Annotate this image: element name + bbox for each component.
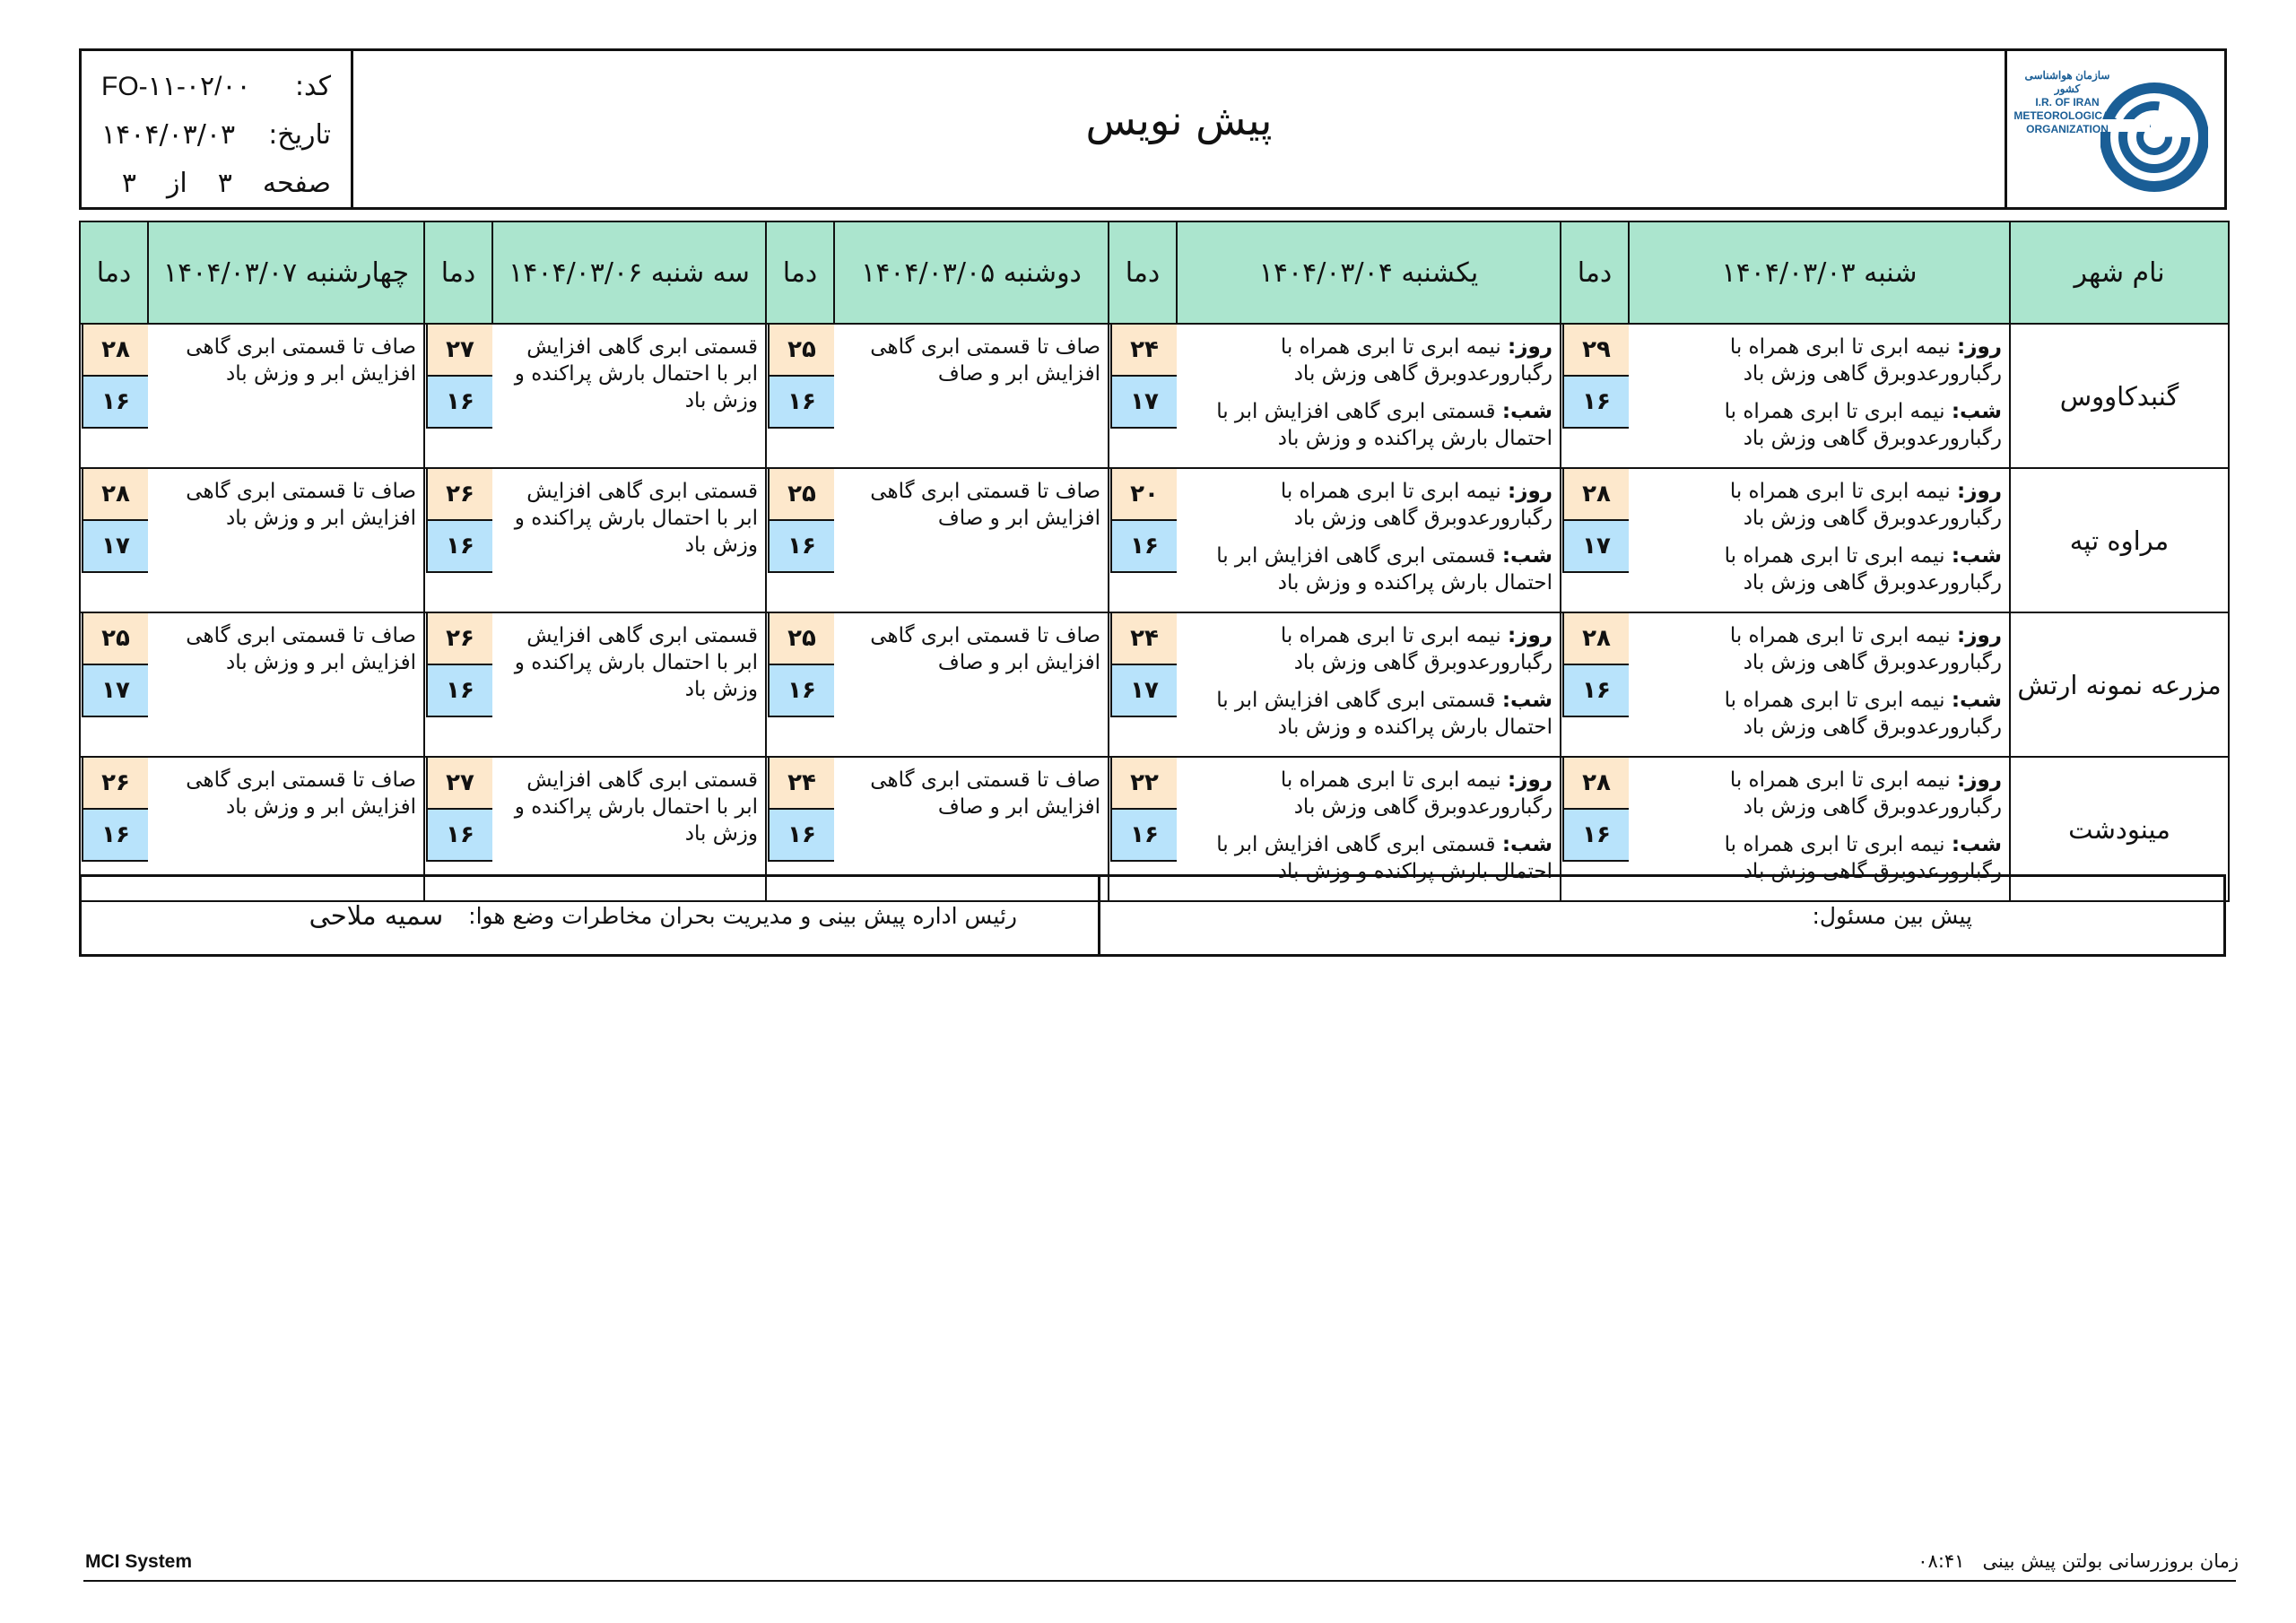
- signature-box: [79, 874, 2226, 957]
- day-forecast-text: نیمه ابری تا ابری همراه با رگبارورعدوبرق گاهی وزش باد: [1280, 624, 1552, 674]
- day-forecast-text: نیمه ابری تا ابری همراه با رگبارورعدوبرق گاهی وزش باد: [1280, 768, 1552, 819]
- logo-line-fa: سازمان هواشناسی کشور: [2024, 69, 2110, 95]
- min-temperature: ۱۶: [1562, 665, 1629, 717]
- forecast-description-day-2: [1177, 612, 1561, 757]
- document-header: [79, 48, 2227, 210]
- temperature-cell-day-5: [80, 324, 148, 468]
- day-forecast: [1184, 622, 1552, 676]
- page-total: ۳: [121, 167, 136, 199]
- forecast-description-day-5: [148, 612, 424, 757]
- max-temperature: ۲۷: [426, 758, 492, 810]
- max-temperature: ۲۸: [1562, 469, 1629, 521]
- code-label: کد:: [294, 70, 331, 102]
- forecast-description-day-1: [1629, 612, 2010, 757]
- meteorological-organization-logo-icon: [2100, 65, 2208, 200]
- forecast-text: صاف تا قسمتی ابری گاهی افزایش ابر و صاف: [870, 624, 1100, 674]
- title-cell: [351, 51, 2005, 207]
- day-label: روز:: [1508, 335, 1552, 359]
- table-row: [80, 324, 2229, 468]
- day-label: روز:: [1508, 480, 1552, 503]
- min-temperature: ۱۷: [82, 665, 148, 717]
- night-forecast-text: قسمتی ابری گاهی افزایش ابر با احتمال بارش پراکنده و وزش باد: [1216, 400, 1552, 450]
- temp-header-4: دما: [424, 221, 492, 324]
- min-temperature: ۱۶: [426, 810, 492, 862]
- temperature-cell-day-4: [424, 324, 492, 468]
- max-temperature: ۲۶: [426, 613, 492, 665]
- max-temperature: ۲۵: [82, 613, 148, 665]
- day-forecast: [1184, 334, 1552, 387]
- day-header-3: دوشنبه ۱۴۰۴/۰۳/۰۵: [834, 221, 1109, 324]
- city-column-header: نام شهر: [2010, 221, 2229, 324]
- night-forecast-text: نیمه ابری تا ابری همراه با رگبارورعدوبرق گاهی وزش باد: [1724, 544, 2002, 595]
- min-temperature: ۱۶: [82, 377, 148, 429]
- footer-divider: [83, 1580, 2236, 1582]
- day-forecast: [1184, 767, 1552, 820]
- min-temperature: ۱۶: [768, 377, 834, 429]
- max-temperature: ۲۵: [768, 613, 834, 665]
- temperature-cell-day-1: [1561, 468, 1629, 612]
- min-temperature: ۱۶: [768, 665, 834, 717]
- forecast-text: صاف تا قسمتی ابری گاهی افزایش ابر و صاف: [870, 480, 1100, 530]
- max-temperature: ۲۸: [1562, 613, 1629, 665]
- night-forecast: [1184, 542, 1552, 596]
- page-number: ۳: [217, 167, 232, 199]
- day-label: روز:: [1957, 335, 2002, 359]
- page-of: از: [166, 167, 187, 199]
- logo-text: [2013, 69, 2117, 136]
- night-label: شب:: [1501, 689, 1552, 712]
- forecast-description-day-3: [834, 324, 1109, 468]
- night-label: شب:: [1951, 833, 2002, 856]
- update-info: [1918, 1550, 2239, 1572]
- temperature-cell-day-3: [766, 612, 834, 757]
- update-time: ۰۸:۴۱: [1918, 1550, 1965, 1572]
- page-row: [101, 159, 331, 207]
- forecast-text: قسمتی ابری گاهی افزایش ابر با احتمال بارش پراکنده و وزش باد: [514, 624, 758, 701]
- night-forecast: [1636, 542, 2002, 596]
- date-label: تاریخ:: [268, 118, 331, 151]
- forecast-text: صاف تا قسمتی ابری گاهی افزایش ابر و صاف: [870, 768, 1100, 819]
- logo-cell: [2005, 51, 2224, 207]
- day-forecast: [1636, 334, 2002, 387]
- logo-line-2: METEOROLOGICAL: [2013, 109, 2117, 122]
- day-forecast-text: نیمه ابری تا ابری همراه با رگبارورعدوبرق گاهی وزش باد: [1729, 768, 2002, 819]
- city-name: مزرعه نمونه ارتش: [2010, 612, 2229, 757]
- night-forecast-text: قسمتی ابری گاهی افزایش ابر با احتمال بارش پراکنده و وزش باد: [1216, 833, 1552, 883]
- night-label: شب:: [1501, 544, 1552, 568]
- temperature-cell-day-4: [424, 468, 492, 612]
- table-row: [80, 468, 2229, 612]
- city-name: گنبدکاووس: [2010, 324, 2229, 468]
- temperature-cell-day-1: [1561, 612, 1629, 757]
- night-forecast: [1636, 687, 2002, 741]
- page-title: پیش نویس: [1085, 96, 1273, 144]
- max-temperature: ۲۲: [1110, 758, 1177, 810]
- forecast-description-day-3: [834, 612, 1109, 757]
- night-forecast-text: نیمه ابری تا ابری همراه با رگبارورعدوبرق گاهی وزش باد: [1724, 689, 2002, 739]
- temperature-cell-day-1: [1561, 324, 1629, 468]
- day-label: روز:: [1508, 624, 1552, 647]
- max-temperature: ۲۴: [1110, 325, 1177, 377]
- day-header-5: چهارشنبه ۱۴۰۴/۰۳/۰۷: [148, 221, 424, 324]
- day-label: روز:: [1957, 768, 2002, 792]
- min-temperature: ۱۷: [1562, 521, 1629, 573]
- night-label: شب:: [1501, 400, 1552, 423]
- temperature-cell-day-5: [80, 468, 148, 612]
- min-temperature: ۱۶: [768, 810, 834, 862]
- day-forecast-text: نیمه ابری تا ابری همراه با رگبارورعدوبرق گاهی وزش باد: [1729, 480, 2002, 530]
- head-cell: [82, 877, 1098, 954]
- day-forecast: [1184, 478, 1552, 532]
- day-label: روز:: [1508, 768, 1552, 792]
- forecast-text: صاف تا قسمتی ابری گاهی افزایش ابر و وزش باد: [186, 335, 416, 386]
- temperature-cell-day-3: [766, 468, 834, 612]
- table-header-row: [80, 221, 2229, 324]
- city-name: مینودشت: [2010, 757, 2229, 901]
- forecast-text: صاف تا قسمتی ابری گاهی افزایش ابر و وزش باد: [186, 768, 416, 819]
- min-temperature: ۱۶: [426, 665, 492, 717]
- min-temperature: ۱۷: [1110, 377, 1177, 429]
- forecast-description-day-2: [1177, 324, 1561, 468]
- code-value: FO-۱۱-۰۲/۰۰: [101, 71, 251, 101]
- night-forecast-text: قسمتی ابری گاهی افزایش ابر با احتمال بارش پراکنده و وزش باد: [1216, 689, 1552, 739]
- temp-header-1: دما: [1561, 221, 1629, 324]
- update-label: زمان بروزرسانی بولتن پیش بینی: [1982, 1550, 2239, 1572]
- min-temperature: ۱۶: [1562, 810, 1629, 862]
- forecast-text: صاف تا قسمتی ابری گاهی افزایش ابر و وزش باد: [186, 624, 416, 674]
- temperature-cell-day-3: [766, 324, 834, 468]
- logo-line-3: ORGANIZATION: [2026, 123, 2109, 135]
- night-forecast-text: نیمه ابری تا ابری همراه با رگبارورعدوبرق گاهی وزش باد: [1724, 400, 2002, 450]
- forecast-text: قسمتی ابری گاهی افزایش ابر با احتمال بارش پراکنده و وزش باد: [514, 480, 758, 557]
- max-temperature: ۲۷: [426, 325, 492, 377]
- max-temperature: ۲۵: [768, 325, 834, 377]
- max-temperature: ۲۴: [1110, 613, 1177, 665]
- temperature-cell-day-5: [80, 612, 148, 757]
- head-name: سمیه ملاحی: [309, 900, 444, 931]
- forecast-description-day-2: [1177, 468, 1561, 612]
- forecaster-cell: [1098, 877, 2223, 954]
- min-temperature: ۱۷: [82, 521, 148, 573]
- head-label: رئیس اداره پیش بینی و مدیریت بحران مخاطرات وضع هوا:: [468, 902, 1017, 929]
- temperature-cell-day-2: [1109, 468, 1177, 612]
- min-temperature: ۱۷: [1110, 665, 1177, 717]
- city-name: مراوه تپه: [2010, 468, 2229, 612]
- document-info: [82, 51, 351, 207]
- temperature-cell-day-2: [1109, 324, 1177, 468]
- night-forecast-text: قسمتی ابری گاهی افزایش ابر با احتمال بارش پراکنده و وزش باد: [1216, 544, 1552, 595]
- temperature-cell-day-4: [424, 612, 492, 757]
- max-temperature: ۲۸: [82, 325, 148, 377]
- forecast-description-day-3: [834, 468, 1109, 612]
- night-label: شب:: [1951, 400, 2002, 423]
- logo-line-1: I.R. OF IRAN: [2035, 96, 2100, 108]
- day-header-4: سه شنبه ۱۴۰۴/۰۳/۰۶: [492, 221, 766, 324]
- forecast-text: صاف تا قسمتی ابری گاهی افزایش ابر و وزش باد: [186, 480, 416, 530]
- temp-header-2: دما: [1109, 221, 1177, 324]
- day-forecast: [1636, 767, 2002, 820]
- max-temperature: ۲۹: [1562, 325, 1629, 377]
- min-temperature: ۱۶: [426, 377, 492, 429]
- date-row: [101, 110, 331, 159]
- forecast-description-day-4: [492, 612, 766, 757]
- forecast-description-day-4: [492, 468, 766, 612]
- max-temperature: ۲۶: [82, 758, 148, 810]
- min-temperature: ۱۶: [1110, 810, 1177, 862]
- max-temperature: ۲۴: [768, 758, 834, 810]
- day-forecast: [1636, 478, 2002, 532]
- day-label: روز:: [1957, 624, 2002, 647]
- max-temperature: ۲۸: [1562, 758, 1629, 810]
- day-header-1: شنبه ۱۴۰۴/۰۳/۰۳: [1629, 221, 2010, 324]
- night-label: شب:: [1951, 689, 2002, 712]
- temp-header-5: دما: [80, 221, 148, 324]
- max-temperature: ۲۶: [426, 469, 492, 521]
- night-label: شب:: [1951, 544, 2002, 568]
- min-temperature: ۱۶: [426, 521, 492, 573]
- max-temperature: ۲۰: [1110, 469, 1177, 521]
- day-forecast: [1636, 622, 2002, 676]
- min-temperature: ۱۶: [768, 521, 834, 573]
- day-forecast-text: نیمه ابری تا ابری همراه با رگبارورعدوبرق گاهی وزش باد: [1729, 624, 2002, 674]
- night-forecast: [1636, 398, 2002, 452]
- forecast-description-day-5: [148, 468, 424, 612]
- day-forecast-text: نیمه ابری تا ابری همراه با رگبارورعدوبرق گاهی وزش باد: [1280, 335, 1552, 386]
- max-temperature: ۲۸: [82, 469, 148, 521]
- min-temperature: ۱۶: [1110, 521, 1177, 573]
- night-label: شب:: [1501, 833, 1552, 856]
- page-label: صفحه: [262, 167, 331, 199]
- temp-header-3: دما: [766, 221, 834, 324]
- system-label: MCI System: [85, 1551, 193, 1572]
- min-temperature: ۱۶: [1562, 377, 1629, 429]
- day-forecast-text: نیمه ابری تا ابری همراه با رگبارورعدوبرق گاهی وزش باد: [1729, 335, 2002, 386]
- forecast-text: قسمتی ابری گاهی افزایش ابر با احتمال بارش پراکنده و وزش باد: [514, 768, 758, 846]
- table-row: [80, 612, 2229, 757]
- forecast-description-day-4: [492, 324, 766, 468]
- forecast-description-day-1: [1629, 468, 2010, 612]
- code-row: [101, 62, 331, 110]
- min-temperature: ۱۶: [82, 810, 148, 862]
- day-label: روز:: [1957, 480, 2002, 503]
- forecast-description-day-5: [148, 324, 424, 468]
- date-value: ۱۴۰۴/۰۳/۰۳: [101, 118, 236, 151]
- forecaster-label: پیش بین مسئول:: [1812, 902, 1972, 929]
- forecast-text: قسمتی ابری گاهی افزایش ابر با احتمال بارش پراکنده و وزش باد: [514, 335, 758, 412]
- max-temperature: ۲۵: [768, 469, 834, 521]
- forecast-description-day-1: [1629, 324, 2010, 468]
- day-header-2: یکشنبه ۱۴۰۴/۰۳/۰۴: [1177, 221, 1561, 324]
- night-forecast: [1184, 398, 1552, 452]
- forecast-table: [79, 221, 2230, 902]
- night-forecast: [1184, 687, 1552, 741]
- forecast-text: صاف تا قسمتی ابری گاهی افزایش ابر و صاف: [870, 335, 1100, 386]
- temperature-cell-day-2: [1109, 612, 1177, 757]
- day-forecast-text: نیمه ابری تا ابری همراه با رگبارورعدوبرق گاهی وزش باد: [1280, 480, 1552, 530]
- night-forecast-text: نیمه ابری تا ابری همراه با رگبارورعدوبرق گاهی وزش باد: [1724, 833, 2002, 883]
